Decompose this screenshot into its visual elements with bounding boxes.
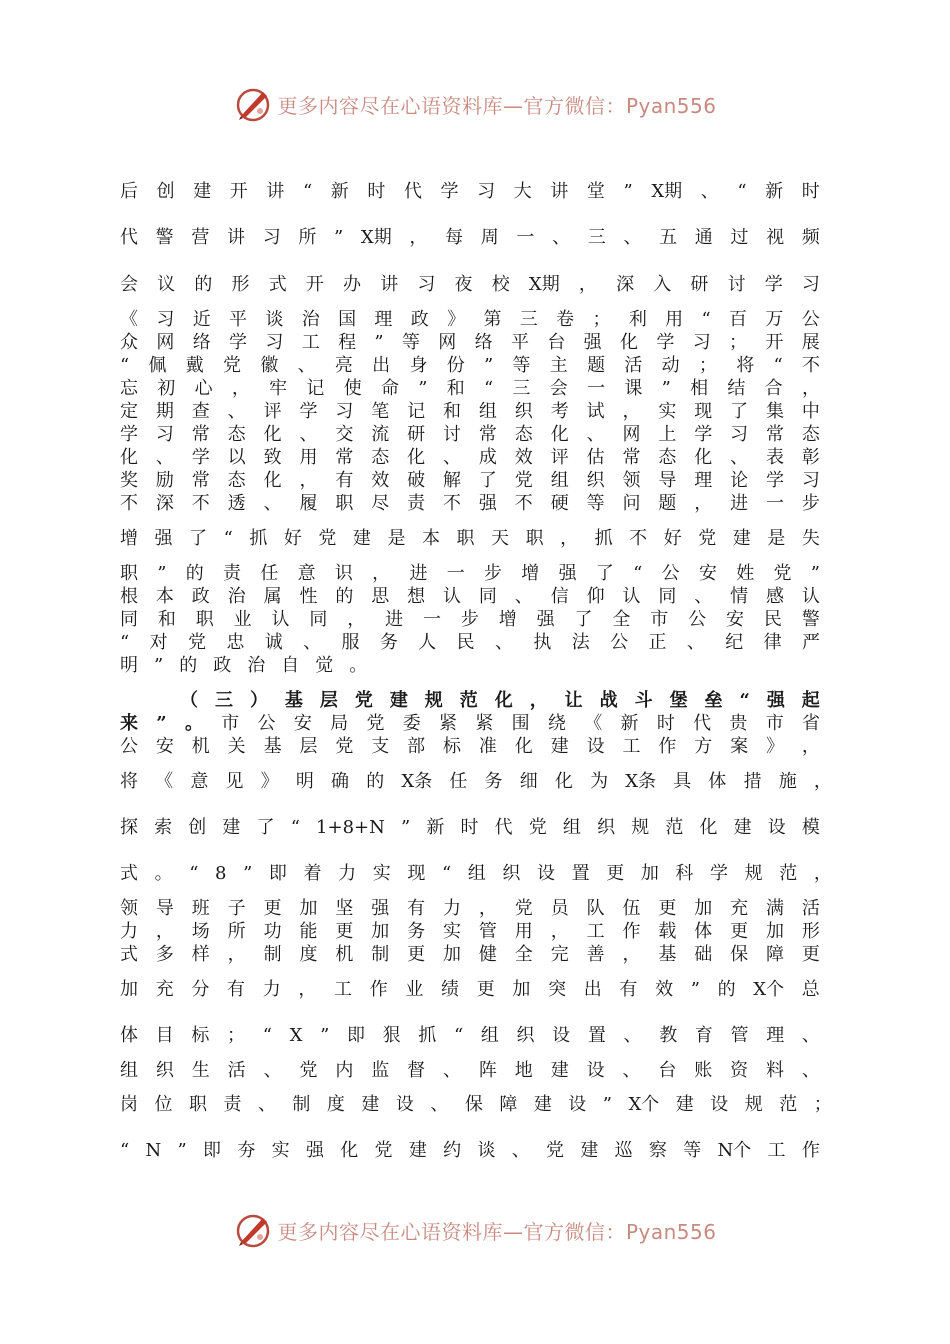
text-line: 定 期 查 、 评 学 习 笔 记 和 组 织 考 试 ， 实 现 了 集 中 [120,401,820,422]
text-line: 式 多 样 ， 制 度 机 制 更 加 健 全 完 善 ， 基 础 保 障 更 [120,944,820,965]
text-line: 《 习 近 平 谈 治 国 理 政 》 第 三 卷 ； 利 用 “ 百 万 公 [120,309,820,330]
text-line: 后 创 建 开 讲 “ 新 时 代 学 习 大 讲 堂 ” X期 、 “ 新 时 [120,181,820,202]
text-line: 领 导 班 子 更 加 坚 强 有 力 ， 党 员 队 伍 更 加 充 满 活 [120,898,820,919]
text-line: 体 目 标 ； “ X ” 即 狠 抓 “ 组 织 设 置 、 教 育 管 理 、 [120,1025,820,1046]
text-line: “ 佩 戴 党 徽 、 亮 出 身 份 ” 等 主 题 活 动 ； 将 “ 不 [120,355,820,376]
text-line: 组 织 生 活 、 党 内 监 督 、 阵 地 建 设 、 台 账 资 料 、 [120,1060,820,1081]
text-line: 加 充 分 有 力 ， 工 作 业 绩 更 加 突 出 有 效 ” 的 X个 总 [120,979,820,1000]
text-line: 明 ” 的 政 治 自 觉 。 [120,655,368,676]
text-line: 根 本 政 治 属 性 的 思 想 认 同 、 信 仰 认 同 、 情 感 认 [120,586,820,607]
text-line: 力 ， 场 所 功 能 更 加 务 实 管 用 ， 工 作 载 体 更 加 形 [120,921,820,942]
text-line: “ 对 党 忠 诚 、 服 务 人 民 、 执 法 公 正 、 纪 律 严 [120,632,820,653]
text-line: （ 三 ） 基 层 党 建 规 范 化 ， 让 战 斗 堡 垒 “ 强 起 [180,690,820,711]
watermark-text: 更多内容尽在心语资料库—官方微信：Pyan556 [277,1219,717,1244]
text-line: 增 强 了 “ 抓 好 党 建 是 本 职 天 职 ， 抓 不 好 党 建 是 失 [120,528,820,549]
text-line: 化 、 学 以 致 用 常 态 化 、 成 效 评 估 常 态 化 、 表 彰 [120,447,820,468]
text-line: 不 深 不 透 、 履 职 尽 责 不 强 不 硬 等 问 题 ， 进 一 步 [120,493,820,514]
watermark-banner-bottom [0,1208,950,1252]
text-line: 会 议 的 形 式 开 办 讲 习 夜 校 X期 ， 深 入 研 讨 学 习 [120,274,820,295]
pen-circle-logo [233,84,273,124]
text-line: 学 习 常 态 化 、 交 流 研 讨 常 态 化 、 网 上 学 习 常 态 [120,424,820,445]
text-line: 职 ” 的 责 任 意 识 ， 进 一 步 增 强 了 “ 公 安 姓 党 ” [120,563,820,584]
text-line: 来 ” 。 市 公 安 局 党 委 紧 紧 围 绕 《 新 时 代 贵 市 省 [120,713,820,734]
text-line: 奖 励 常 态 化 ， 有 效 破 解 了 党 组 织 领 导 理 论 学 习 [120,470,820,491]
text-line: 同 和 职 业 认 同 ， 进 一 步 增 强 了 全 市 公 安 民 警 [120,609,820,630]
text-line: 将 《 意 见 》 明 确 的 X条 任 务 细 化 为 X条 具 体 措 施 ， [120,771,832,792]
text-line: 代 警 营 讲 习 所 ” X期 ， 每 周 一 、 三 、 五 通 过 视 频 [120,227,820,248]
watermark-banner-top [0,82,950,126]
text-line: 探 索 创 建 了 “ 1+8+N ” 新 时 代 党 组 织 规 范 化 建 设 模 [120,817,820,838]
text-line: 忘 初 心 ， 牢 记 使 命 ” 和 “ 三 会 一 课 ” 相 结 合 ， [120,378,820,399]
pen-circle-logo [233,1210,273,1250]
text-line: 岗 位 职 责 、 制 度 建 设 、 保 障 建 设 ” X个 建 设 规 范 ； [120,1094,832,1115]
text-line: 公 安 机 关 基 层 党 支 部 标 准 化 建 设 工 作 方 案 》 ， [120,736,820,757]
text-line: 众 网 络 学 习 工 程 ” 等 网 络 平 台 强 化 学 习 ； 开 展 [120,332,820,353]
text-line: “ N ” 即 夯 实 强 化 党 建 约 谈 、 党 建 巡 察 等 N个 工 作 [120,1140,820,1161]
watermark-text: 更多内容尽在心语资料库—官方微信：Pyan556 [277,93,717,118]
text-line: 式 。 “ 8 ” 即 着 力 实 现 “ 组 织 设 置 更 加 科 学 规 范 ， [120,863,832,884]
